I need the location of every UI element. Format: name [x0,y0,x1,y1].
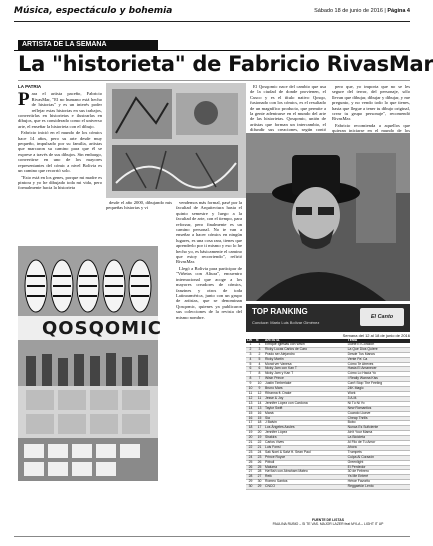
rank-last-week: 28 [246,475,255,480]
artist-name: Nicky Jam y Kan T [264,372,347,377]
rank-last-week: 1 [246,343,255,347]
song-title: Culpa Al Corazón [347,455,410,460]
song-title: Ya Me Enteré [347,475,410,480]
rank-last-week: 18 [246,426,255,431]
song-title: Nunca Es Suficiente [347,426,410,431]
rank-now: 24 [255,450,264,455]
rank-last-week: 21 [246,441,255,446]
article-headline: La "historieta" de Fabricio RivasMar [18,52,433,76]
rank-now: 26 [255,460,264,465]
rank-now: 21 [255,445,264,450]
artist-name: Maná [264,411,347,416]
artist-name: Ricky Lucas Carlos de Caro [264,347,347,352]
song-title: Trumpets [347,450,410,455]
paragraph: "Esto está en los genes, porque mi madre es pintora y yo he dibujado toda mi vida, pero formalmente hacia la historieta [18,174,102,191]
ranking-period: Semana del 12 al 18 de junio de 2016 [342,333,410,338]
song-title: New Romantics [347,406,410,411]
rank-now: 15 [255,416,264,421]
song-title: La Que Dios Quiere [347,347,410,352]
paragraph: Fabricio inició en el mundo de los cómics hace 14 años, pero su arte desde muy pequeño, impulsado por su familia, artistas que marcaron su camino para que él se exprese a través de sus dibujos. Sin embargo, convertirse en uno de los mayores representantes del cómic a nivel Bolivia es un camino que recorrió solo. [18,130,102,174]
artist-name: Sak Noel & Salvi ft. Sean Paul [264,450,347,455]
rank-now: 14 [255,401,264,406]
rank-now: 18 [255,421,264,426]
paragraph: pero que, yo importa que no se les segure del terror, del personaje, sólo llevan que dibujar, dibujar y dibujar, y me pregunto, y no vendo todo lo que tienes, hasta que llegue a tener tu dibujo original, crear tu grupo personaje", recomendó RivasMar. [332,84,410,122]
artist-name: Jennifer López [264,431,347,436]
song-title: Héroe Favorito [347,480,410,485]
paragraph: El Qosqomic nace del cambio que usa de la ciudad de donde provienen, el Cusco y es el título nativo Qosqo, fusionado con los cómics, es el resultado de un magnífico producto, que permite a la gente adentrarse en el mundo del arte de las historietas. Qosqomic, unión de artistas que forman un intercambio, el difundir sus creaciones, según contó [250,84,326,133]
artist-name: Maluma [264,465,347,470]
song-title: Ahora [347,445,410,450]
artist-portrait-image [246,133,410,301]
song-title: 3 A.M. [347,396,410,401]
rank-now: 20 [255,431,264,436]
ranking-credit: PAULINA RUBIO – SI TE VAS. MAJOR LAZER feat MYLA – LIGHT IT UP [272,522,384,526]
artist-name: Luis Fonsi [264,445,347,450]
artist-name: Taylor Swift [264,406,347,411]
artist-name: Pitbull [264,460,347,465]
rank-last-week: 11 [246,391,255,396]
rank-last-week: 24 [246,455,255,460]
sketch-artwork-photo [106,83,246,198]
artist-name: Jesse & Joy [264,396,347,401]
song-title: 30 de Febrero [347,470,410,475]
rank-last-week: 26 [246,465,255,470]
artist-name: Enrique Iglesias con Wisin [264,343,347,347]
page-header [14,4,410,22]
artist-name: Reik [264,475,347,480]
rank-last-week: 2 [246,347,255,352]
rank-now: 2 [255,352,264,357]
kicker-rule [14,50,410,51]
artist-portrait-photo [246,133,410,301]
article-column-5 [332,84,410,132]
zebra-costume-image [18,246,158,316]
ranking-host: Conduce: Mario Luis Bolívar Giménez [252,320,320,325]
rank-last-week: 10 [246,387,255,392]
rank-last-week: 19 [246,431,255,436]
rank-now: 27 [255,475,264,480]
rank-now: 23 [255,455,264,460]
artist-name: Rihanna ft. Drake [264,391,347,396]
rank-last-week: 8 [246,377,255,382]
song-title: Greenlight [347,460,410,465]
rank-now: 10 [255,382,264,387]
paragraph: desde el año 2000, dibujando mis pequeñas historias y vi [106,200,172,211]
song-title: Cómo Te Atreves [347,362,410,367]
rank-now: 19 [255,436,264,441]
rank-now: 3 [255,347,264,352]
song-title: Cómo Lo Hacía Yo [347,372,410,377]
booth-sign-text: QOSQOMIC [42,318,162,339]
rank-last-week: 14 [246,406,255,411]
headline-rule [18,80,410,81]
col-header-artist: ARTISTA [264,339,347,343]
song-title: Vente Pa' Ca [347,357,410,362]
rank-now: 25 [255,465,264,470]
song-title: Can't Stop The Feeling [347,382,410,387]
article-column-4 [250,84,326,132]
rank-last-week: 23 [246,450,255,455]
song-title: Al Filo de Tu Amor [347,441,410,446]
rank-last-week: 16 [246,416,255,421]
rank-now: 13 [255,406,264,411]
song-title: Work [347,391,410,396]
song-title: Bobo [347,421,410,426]
rank-now: 9 [255,387,264,392]
col-header-n: N [255,339,264,343]
paragraph: ara el artista paceño, Fabricio RivasMar, "El no humano está hecho de historias" y es un interés poder reflejar estas historias en sus trabajos, convertirlas en historietas e ilustrarlas en dibujos, que es considerado como el universo arte, el enseñar la historieta con el dibujo. [18,91,102,129]
song-title: Ain't Your Mama [347,431,410,436]
rank-last-week: 9 [246,382,255,387]
rank-last-week: 3 [246,352,255,357]
col-header-lw: LW [246,339,255,343]
sketch-artwork-image [106,83,246,198]
ranking-body [246,343,410,490]
rank-now: 22 [255,441,264,446]
artist-name: Sia [264,416,347,421]
rank-now: 12 [255,391,264,396]
song-title: Ni Tú Ni Yo [347,401,410,406]
page-number: Página 4 [387,8,410,14]
drop-cap: P [18,89,30,111]
rank-now: 8 [255,372,264,377]
artist-name: Nicky Jam con Kan T [264,367,347,372]
artist-name: Ricky Martin [264,357,347,362]
article-column-1 [18,84,102,244]
rank-now: 7 [255,377,264,382]
rank-last-week: 12 [246,396,255,401]
song-title: La Bicicleta [347,436,410,441]
rank-last-week: 6 [246,367,255,372]
artist-name: Shakira [264,436,347,441]
artist-name: Jennifer López con Cardona [264,401,347,406]
radio-logo: El Canto [360,308,404,326]
artist-name: Bruno Mars [264,387,347,392]
song-title: 24K Magic [347,387,410,392]
section-title: Música, espectáculo y bohemia [14,6,173,16]
col-header-song: TEMA [347,339,410,343]
ranking-footer [246,518,410,526]
artist-name: Romeo Santos [264,480,347,485]
rank-now: 11 [255,396,264,401]
rank-last-week: 22 [246,445,255,450]
rank-last-week: 29 [246,480,255,485]
rank-last-week: 27 [246,470,255,475]
paragraph: Llegó a Bolivia para participar de "Viñetas con Altura", encuentro internacional que acoge a los mayores creadores de cómics, fanzines y otros de toda Latinoamérica, junto con un grupo de artistas, que se denominan Qosqomic, quienes ya publicaron sus colecciones de la revista del mismo nombre. [176,265,242,320]
song-title: Desde Tus Manos [347,352,410,357]
rank-now: 6 [255,367,264,372]
paragraph: Fabricio recomienda a aquellos que quieran iniciarse en el mundo de los [332,122,410,134]
section-kicker: ARTISTA DE LA SEMANA [18,40,158,50]
rank-last-week: 25 [246,460,255,465]
article-byline: LA PATRIA [18,84,42,89]
song-title: Reggaetón Lento [347,485,410,490]
rank-now: 29 [255,485,264,490]
rank-now: 16 [255,411,264,416]
rank-last-week: 4 [246,357,255,362]
artist-name: J Balvin [264,421,347,426]
rank-now: 28 [255,470,264,475]
rank-now: 1 [255,343,264,347]
artist-name: Carlos Vives [264,441,347,446]
qosqomic-booth-photo [18,316,162,481]
article-column-3 [176,200,242,340]
ranking-title: TOP RANKING [252,307,308,316]
issue-date: Sábado 18 de junio de 2016 | Página 4 [314,8,410,14]
paragraph: vendemos más formal, pasé por la facultad de Arquitectura hasta el quinto semestre y luego a la facultad de arte, con el tiempo, para reforzar, pero finalmente es un camino personal. No te van a enseñar a hacer cómics en ningún lugares, es una cosa rara, tienes que aprenderlo por ti mismo y eso lo he hecho yo, es básicamente el camino que estoy recorriendo", refirió RivasMar. [176,200,242,265]
ranking-table [246,339,410,490]
rank-now: 30 [255,480,264,485]
rank-last-week: 13 [246,401,255,406]
artist-name: Wisin Prince [264,377,347,382]
artist-name: Prado ser Alejandro [264,352,347,357]
song-title: El Perdedor [347,465,410,470]
zebra-costume-photo [18,246,158,316]
artist-name: Ha*Ash con Abraham Mateo [264,470,347,475]
artist-name: Morat ver Vanesa [264,362,347,367]
artist-name: Prince Royce [264,455,347,460]
artist-name: Justin Timberlake [264,382,347,387]
ranking-source: FUENTE DE LISTAS [312,518,344,522]
rank-last-week: 20 [246,436,255,441]
rank-last-week: 30 [246,485,255,490]
rank-now: 17 [255,426,264,431]
rank-now: 4 [255,362,264,367]
ranking-banner [246,304,410,332]
song-title: I Really Wanna Kiss [347,377,410,382]
song-title: Hasta El Amanecer [347,367,410,372]
page-bottom-rule [14,536,410,537]
qosqomic-booth-image [18,316,158,481]
song-title: Duele El Corazón [347,343,410,347]
song-title: Cuando Llueve [347,411,410,416]
article-column-2 [106,200,172,244]
rank-last-week: 5 [246,362,255,367]
artist-name: Los Ángeles Azules [264,426,347,431]
song-title: Cheap Thrills [347,416,410,421]
artist-name: CNCO [264,485,347,490]
rank-now: 5 [255,357,264,362]
rank-last-week: 15 [246,411,255,416]
table-row [246,485,410,490]
rank-last-week: 17 [246,421,255,426]
rank-last-week: 7 [246,372,255,377]
